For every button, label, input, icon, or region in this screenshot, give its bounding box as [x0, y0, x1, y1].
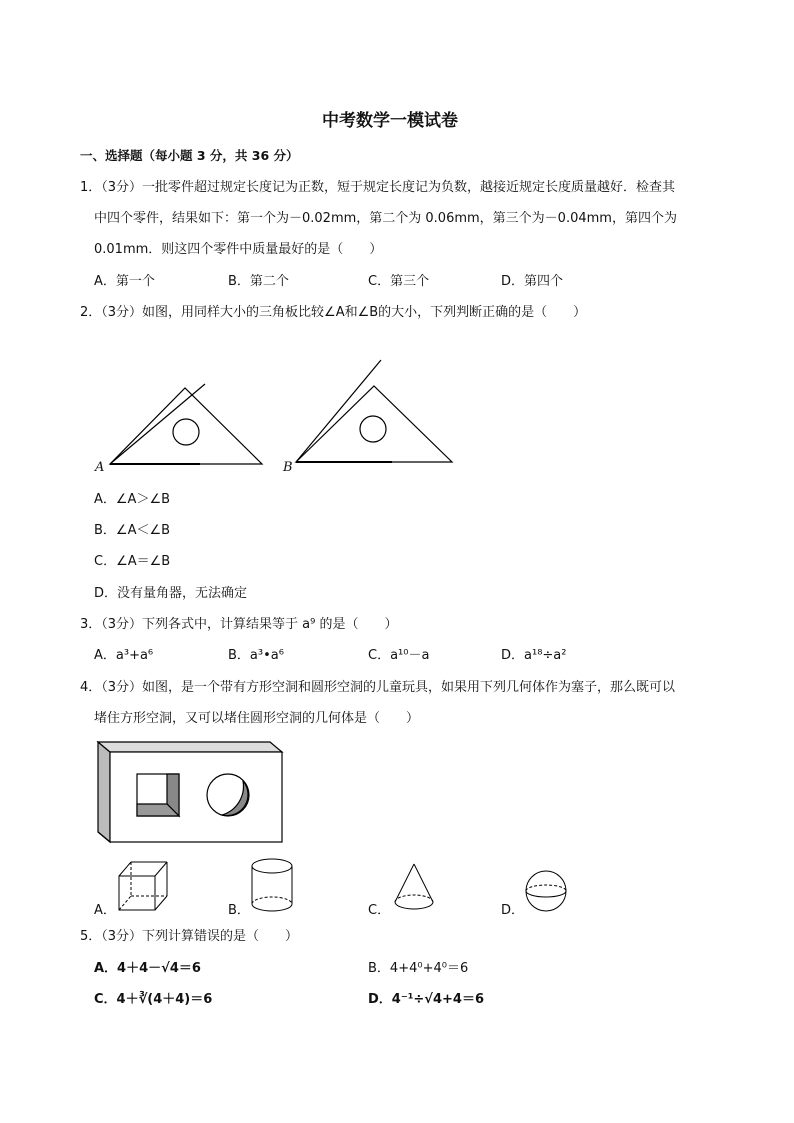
- sphere-shape: [526, 871, 566, 911]
- q1-option-a[interactable]: A．第一个: [94, 274, 155, 289]
- q3-option-c[interactable]: C．a¹⁰－a: [368, 648, 430, 663]
- q2-stem: 2．（3分）如图，用同样大小的三角板比较∠A和∠B的大小，下列判断正确的是（ ）: [80, 305, 587, 320]
- q4-line2: 堵住方形空洞，又可以堵住圆形空洞的几何体是（ ）: [94, 711, 420, 726]
- cone-shape: [395, 864, 433, 909]
- page-title: 中考数学一模试卷: [322, 111, 458, 131]
- q1-option-c[interactable]: C．第三个: [368, 274, 430, 289]
- q2-option-d[interactable]: D．没有量角器，无法确定: [94, 586, 248, 601]
- q1-option-d[interactable]: D．第四个: [501, 274, 564, 289]
- q4-line1: 4．（3分）如图，是一个带有方形空洞和圆形空洞的儿童玩具，如果用下列几何体作为塞子，那么既可以: [80, 680, 676, 695]
- q5-option-c[interactable]: C．4＋∛(4＋4)＝6: [94, 992, 213, 1007]
- q4-option-c[interactable]: C．: [368, 903, 391, 918]
- q1-line3: 0.01mm．则这四个零件中质量最好的是（ ）: [94, 242, 383, 257]
- q5-stem: 5．（3分）下列计算错误的是（ ）: [80, 929, 299, 944]
- q2-option-b[interactable]: B．∠A＜∠B: [94, 523, 171, 538]
- cylinder-shape: [252, 859, 292, 911]
- q1-line1: 1．（3分）一批零件超过规定长度记为正数，短于规定长度记为负数，越接近规定长度质量越好．检查其: [80, 180, 676, 195]
- q4-option-d[interactable]: D．: [501, 903, 525, 918]
- q3-option-b[interactable]: B．a³•a⁶: [228, 648, 284, 663]
- q5-option-b[interactable]: B．4+4⁰+4⁰＝6: [368, 961, 469, 976]
- q2-option-c[interactable]: C．∠A＝∠B: [94, 554, 171, 569]
- q4-option-a[interactable]: A．: [94, 903, 116, 918]
- q4-option-b[interactable]: B．: [228, 903, 250, 918]
- label-a: A: [95, 460, 105, 475]
- cube-shape: [119, 862, 167, 910]
- q5-option-d[interactable]: D．4⁻¹÷√4+4＝6: [368, 992, 484, 1007]
- q2-option-a[interactable]: A．∠A＞∠B: [94, 492, 171, 507]
- q3-stem: 3．（3分）下列各式中，计算结果等于 a⁹ 的是（ ）: [80, 617, 398, 632]
- q1-option-b[interactable]: B．第二个: [228, 274, 289, 289]
- section-heading: 一、选择题（每小题 3 分，共 36 分）: [80, 148, 299, 163]
- label-b: B: [283, 460, 293, 475]
- q5-option-a[interactable]: A．4＋4－√4＝6: [94, 961, 201, 976]
- q1-line2: 中四个零件，结果如下：第一个为－0.02mm，第二个为 0.06mm，第三个为－0.04mm，第四个为: [94, 211, 677, 226]
- q3-option-d[interactable]: D．a¹⁸÷a²: [501, 648, 567, 663]
- q3-option-a[interactable]: A．a³+a⁶: [94, 648, 154, 663]
